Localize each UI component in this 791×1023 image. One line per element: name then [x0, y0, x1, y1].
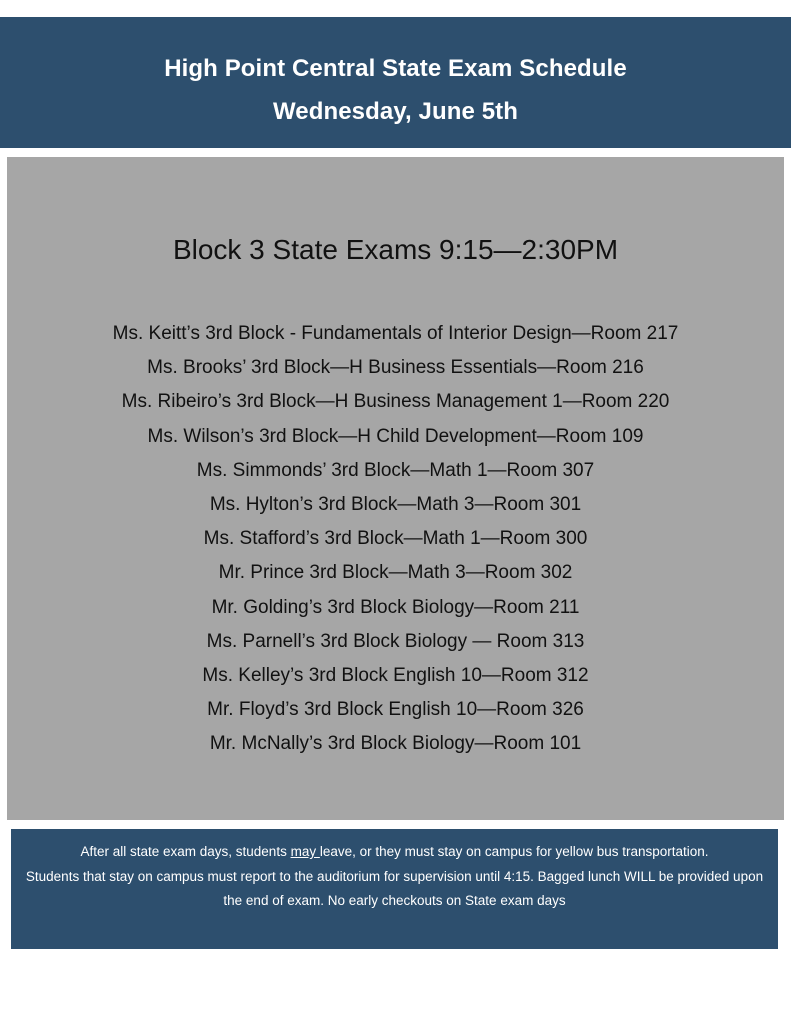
exam-item: Ms. Keitt’s 3rd Block - Fundamentals of Interior Design—Room 217 — [112, 323, 679, 344]
exam-item: Ms. Stafford’s 3rd Block—Math 1—Room 300 — [203, 528, 588, 550]
exam-item: Ms. Brooks’ 3rd Block—H Business Essentials—Room 216 — [147, 357, 644, 379]
notice-text: After all state exam days, students — [80, 844, 291, 859]
footer-notice — [11, 829, 778, 949]
block-title: Block 3 State Exams 9:15—2:30PM — [172, 234, 619, 265]
exam-date: Wednesday, June 5th — [272, 98, 519, 125]
underlined-word: may — [290, 844, 320, 859]
notice-transport — [17, 840, 772, 865]
exam-item: Ms. Hylton’s 3rd Block—Math 3—Room 301 — [209, 494, 582, 516]
notice-supervision: Students that stay on campus must report to the auditorium for supervision until 4:15. Bagged lunch WILL be provided upon the end of exam. No early checkouts on State exam days — [25, 868, 764, 908]
exam-item: Ms. Parnell’s 3rd Block Biology — Room 313 — [206, 630, 585, 652]
exam-item: Ms. Ribeiro’s 3rd Block—H Business Management 1—Room 220 — [121, 391, 670, 413]
header-banner — [0, 17, 791, 148]
notice-text: leave, or they must stay on campus for yellow bus transportation. — [319, 844, 709, 859]
exam-item: Ms. Simmonds’ 3rd Block—Math 1—Room 307 — [196, 459, 595, 481]
exam-schedule-panel — [7, 157, 784, 820]
exam-item: Ms. Wilson’s 3rd Block—H Child Development—Room 109 — [147, 425, 644, 447]
page-title: High Point Central State Exam Schedule — [164, 55, 627, 82]
exam-list — [7, 317, 784, 762]
exam-item: Mr. Golding’s 3rd Block Biology—Room 211 — [211, 596, 580, 618]
exam-item: Ms. Kelley’s 3rd Block English 10—Room 312 — [202, 665, 589, 687]
exam-item: Mr. Floyd’s 3rd Block English 10—Room 326 — [207, 699, 584, 721]
exam-item: Mr. Prince 3rd Block—Math 3—Room 302 — [218, 562, 573, 584]
exam-item: Mr. McNally’s 3rd Block Biology—Room 101 — [209, 733, 582, 755]
